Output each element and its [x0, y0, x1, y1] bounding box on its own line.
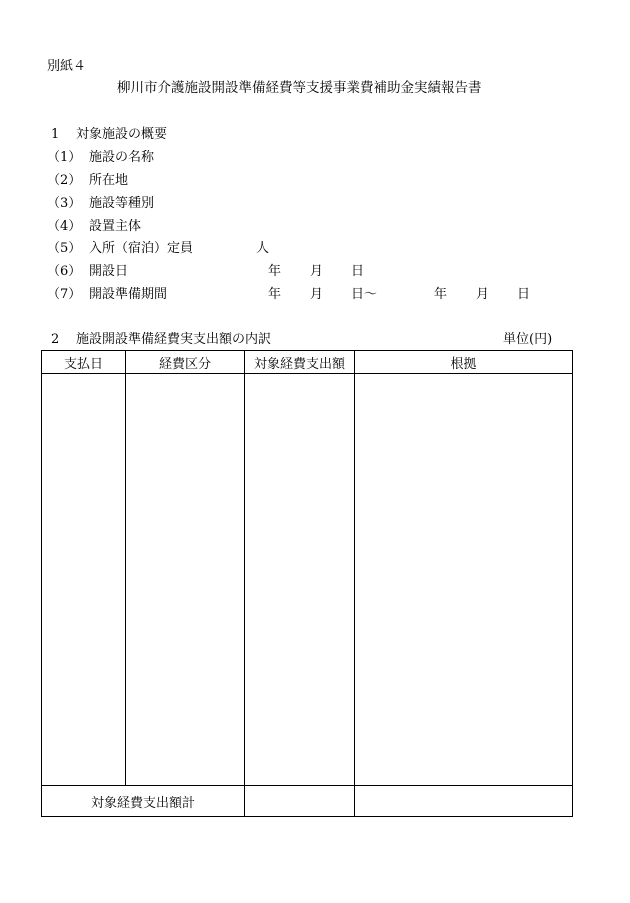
col-header-payment-date: 支払日 [42, 351, 126, 374]
item-label-facility-name: 施設の名称 [89, 150, 155, 165]
prep-start-year-unit: 年 [268, 287, 282, 302]
prep-end-month-unit: 月 [476, 287, 490, 302]
basis-cell[interactable] [355, 374, 573, 786]
page-title: 柳川市介護施設開設準備経費等支援事業費補助金実績報告書 [117, 80, 482, 96]
section1-heading: 対象施設の概要 [76, 127, 168, 142]
item-label-facility-type: 施設等種別 [89, 196, 155, 211]
section2-heading: 施設開設準備経費実支出額の内訳 [76, 332, 272, 347]
expense-category-cell[interactable] [126, 374, 245, 786]
opening-day-unit: 日 [351, 264, 365, 279]
section2-number: 2 [51, 332, 60, 347]
item-label-prep-period: 開設準備期間 [89, 287, 168, 302]
table-total-row [42, 786, 573, 817]
total-label: 対象経費支出額計 [42, 786, 245, 817]
item-label-capacity: 入所（宿泊）定員 [89, 241, 194, 256]
opening-month-unit: 月 [310, 264, 324, 279]
item-no-6: （6） [47, 264, 82, 279]
item-label-founder: 設置主体 [89, 219, 142, 234]
opening-year-unit: 年 [268, 264, 282, 279]
expense-amount-cell[interactable] [245, 374, 355, 786]
item-no-1: （1） [47, 150, 82, 165]
item-no-7: （7） [47, 287, 82, 302]
doc-label: 別紙４ [47, 59, 87, 74]
section1-number: 1 [51, 127, 60, 142]
prep-end-day-unit: 日 [517, 287, 531, 302]
capacity-unit: 人 [256, 241, 270, 256]
col-header-basis: 根拠 [355, 351, 573, 374]
expense-breakdown-table [41, 350, 573, 817]
unit-note: 単位(円) [503, 332, 553, 347]
prep-end-year-unit: 年 [434, 287, 448, 302]
total-basis-cell[interactable] [355, 786, 573, 817]
prep-start-month-unit: 月 [310, 287, 324, 302]
prep-start-day-unit: 日～ [351, 287, 378, 302]
table-header-row [42, 351, 573, 374]
col-header-expense-category: 経費区分 [126, 351, 245, 374]
col-header-expense-amount: 対象経費支出額 [245, 351, 355, 374]
item-no-2: （2） [47, 173, 82, 188]
item-no-5: （5） [47, 241, 82, 256]
item-no-4: （4） [47, 219, 82, 234]
item-label-opening-date: 開設日 [89, 264, 129, 279]
payment-date-cell[interactable] [42, 374, 126, 786]
total-amount-cell[interactable] [245, 786, 355, 817]
table-body-row [42, 374, 573, 786]
item-label-address: 所在地 [89, 173, 129, 188]
item-no-3: （3） [47, 196, 82, 211]
